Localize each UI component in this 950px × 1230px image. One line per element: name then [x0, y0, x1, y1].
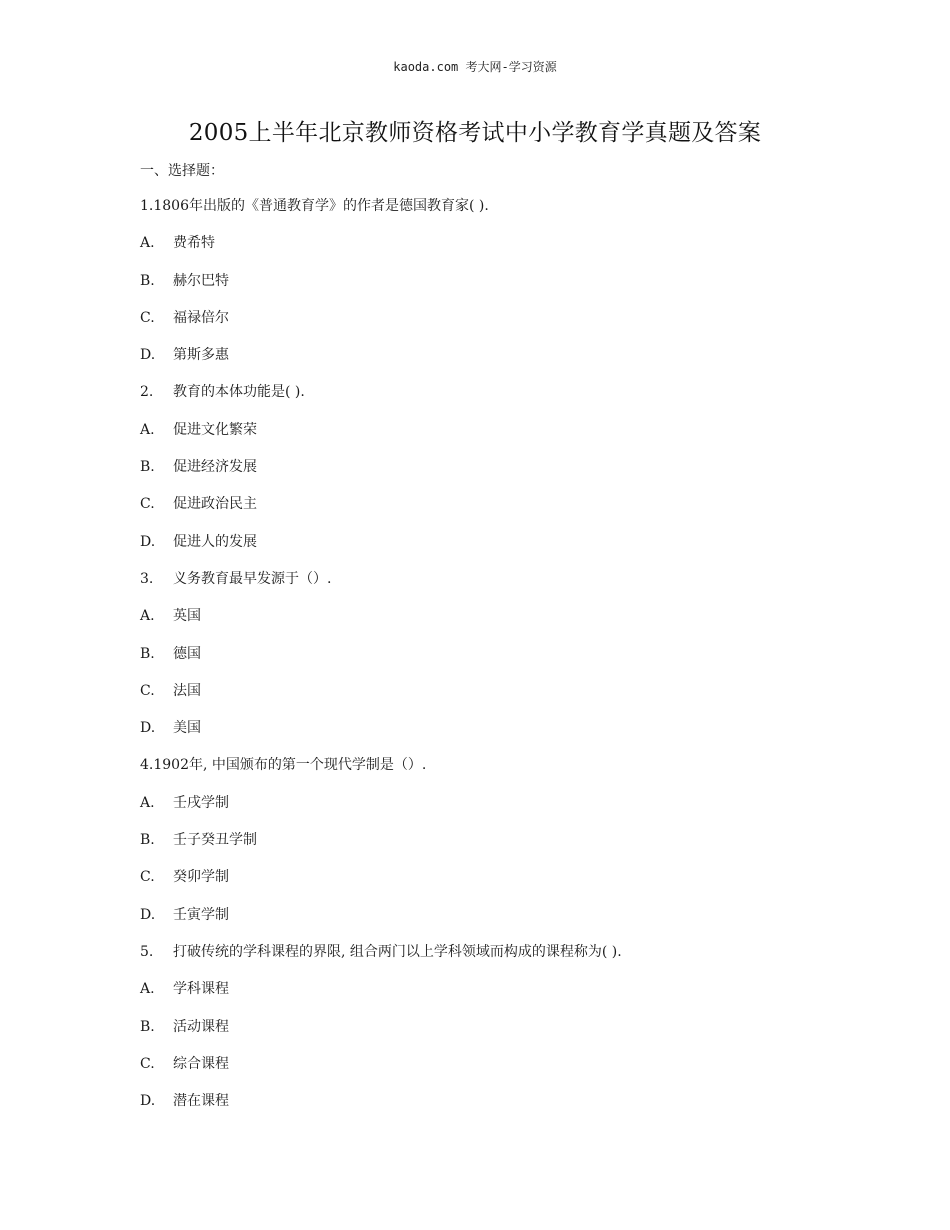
option-5a — [140, 979, 860, 1016]
option-label: B. — [140, 272, 155, 289]
question-text: 义务教育最早发源于（）. — [173, 570, 332, 587]
option-4d — [140, 905, 860, 942]
question-4 — [140, 755, 860, 792]
option-5c — [140, 1054, 860, 1091]
option-3d — [140, 718, 860, 755]
option-3a — [140, 606, 860, 643]
option-1d — [140, 345, 860, 382]
option-text: 促进人的发展 — [173, 533, 257, 550]
option-text: 法国 — [173, 682, 201, 699]
option-3b — [140, 644, 860, 681]
option-5b — [140, 1017, 860, 1054]
option-text: 壬子癸丑学制 — [173, 832, 257, 849]
option-1c — [140, 308, 860, 345]
option-text: 德国 — [173, 645, 201, 662]
option-label: C. — [140, 1055, 155, 1072]
option-label: D. — [140, 533, 156, 550]
option-text: 促进经济发展 — [173, 459, 257, 476]
option-text: 综合课程 — [173, 1055, 229, 1072]
option-text: 促进文化繁荣 — [173, 421, 257, 438]
option-label: B. — [140, 1018, 155, 1035]
option-4b — [140, 830, 860, 867]
option-label: C. — [140, 496, 155, 513]
question-number: 4. — [140, 757, 154, 774]
option-label: A. — [140, 235, 155, 252]
option-2a — [140, 420, 860, 457]
question-text: 1902年, 中国颁布的第一个现代学制是（）. — [153, 757, 427, 774]
question-1 — [140, 196, 860, 233]
question-2 — [140, 382, 860, 419]
option-text: 费希特 — [173, 235, 215, 252]
option-text: 壬寅学制 — [173, 906, 229, 923]
option-text: 第斯多惠 — [173, 347, 229, 364]
question-text: 教育的本体功能是( ). — [173, 384, 305, 401]
option-label: D. — [140, 906, 156, 923]
option-3c — [140, 681, 860, 718]
option-label: B. — [140, 645, 155, 662]
option-text: 英国 — [173, 608, 201, 625]
option-text: 潜在课程 — [173, 1093, 229, 1110]
option-label: B. — [140, 459, 155, 476]
option-label: D. — [140, 347, 156, 364]
option-1b — [140, 271, 860, 308]
option-text: 学科课程 — [173, 981, 229, 998]
option-text: 癸卯学制 — [173, 869, 229, 886]
option-text: 壬戌学制 — [173, 794, 229, 811]
option-label: C. — [140, 309, 155, 326]
option-label: C. — [140, 869, 155, 886]
question-number: 2. — [140, 384, 154, 401]
question-list — [140, 196, 860, 1128]
option-1a — [140, 233, 860, 270]
option-text: 福禄倍尔 — [173, 309, 229, 326]
option-text: 活动课程 — [173, 1018, 229, 1035]
option-label: A. — [140, 981, 155, 998]
section-heading: 一、选择题： — [140, 163, 224, 179]
option-label: A. — [140, 608, 155, 625]
document-title: 2005上半年北京教师资格考试中小学教育学真题及答案 — [188, 120, 762, 146]
question-text: 1806年出版的《普通教育学》的作者是德国教育家( ). — [153, 198, 489, 214]
option-text: 美国 — [173, 720, 201, 737]
question-text: 打破传统的学科课程的界限, 组合两门以上学科领域而构成的课程称为( ). — [173, 943, 622, 960]
option-label: A. — [140, 794, 155, 811]
option-label: D. — [140, 1093, 156, 1110]
option-label: B. — [140, 832, 155, 849]
option-text: 促进政治民主 — [173, 496, 257, 513]
option-label: D. — [140, 720, 156, 737]
option-2b — [140, 457, 860, 494]
option-text: 赫尔巴特 — [173, 272, 229, 289]
option-5d — [140, 1091, 860, 1128]
page-header: kaoda.com 考大网-学习资源 — [393, 60, 557, 74]
question-5 — [140, 942, 860, 979]
option-2d — [140, 532, 860, 569]
option-label: C. — [140, 682, 155, 699]
option-4c — [140, 867, 860, 904]
question-number: 1. — [140, 198, 154, 214]
option-2c — [140, 494, 860, 531]
option-4a — [140, 793, 860, 830]
question-number: 5. — [140, 943, 154, 960]
option-label: A. — [140, 421, 155, 438]
question-3 — [140, 569, 860, 606]
question-number: 3. — [140, 570, 154, 587]
